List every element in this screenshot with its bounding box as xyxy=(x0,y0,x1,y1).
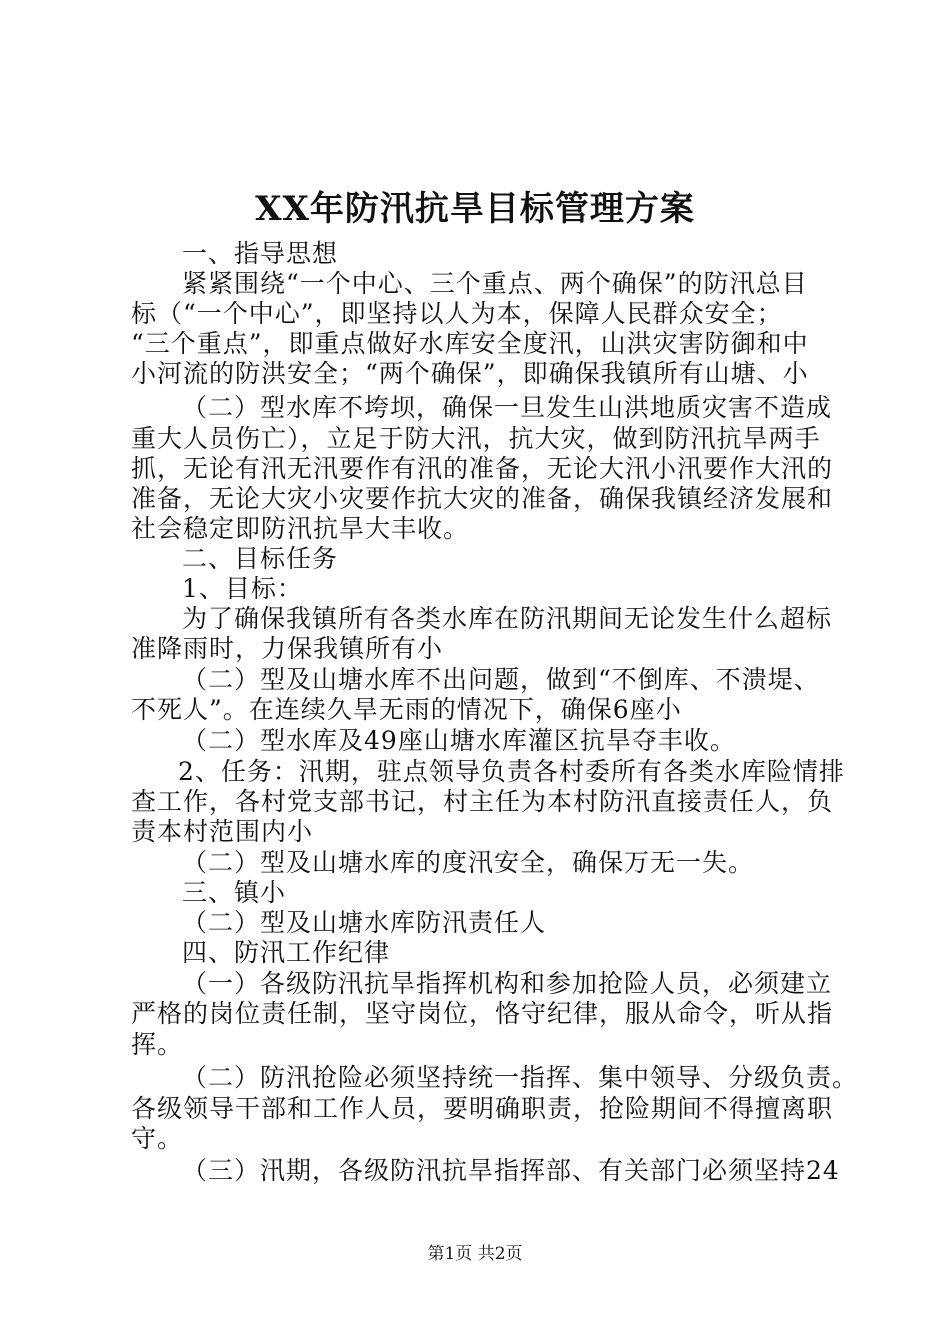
paragraph-line: 重大人员伤亡），立足于防大汛，抗大灾，做到防汛抗旱两手 xyxy=(131,424,821,453)
paragraph-line: 责本村范围内小 xyxy=(131,817,314,846)
paragraph-line: （二）型及山塘水库防汛责任人 xyxy=(182,908,547,937)
paragraph-line: 挥。 xyxy=(131,1030,184,1059)
paragraph-line: （二）防汛抢险必须坚持统一指挥、集中领导、分级负责。 xyxy=(182,1063,859,1092)
paragraph-line: 紧紧围绕“一个中心、三个重点、两个确保”的防汛总目 xyxy=(182,269,808,298)
paragraph-line: （二）型及山塘水库的度汛安全，确保万无一失。 xyxy=(182,848,755,877)
paragraph-line: 准降雨时，力保我镇所有小 xyxy=(131,634,444,663)
page-number-footer: 第1页 共2页 xyxy=(427,1244,523,1264)
section-heading-discipline: 四、防汛工作纪律 xyxy=(182,938,391,967)
paragraph-line: 严格的岗位责任制，坚守岗位，恪守纪律，服从命令，听从指 xyxy=(131,999,834,1028)
paragraph-line: 2、任务：汛期，驻点领导负责各村委所有各类水库险情排 xyxy=(178,757,845,786)
section-heading-guiding-ideology: 一、指导思想 xyxy=(182,239,339,268)
paragraph-line: 不死人”。在连续久旱无雨的情况下，确保6座小 xyxy=(131,695,682,724)
document-title: XX年防汛抗旱目标管理方案 xyxy=(255,189,695,229)
paragraph-line: 标（“一个中心”，即坚持以人为本，保障人民群众安全； xyxy=(131,299,783,328)
paragraph-line: “三个重点”，即重点做好水库安全度汛，山洪灾害防御和中 xyxy=(131,329,809,358)
section-heading-town: 三、镇小 xyxy=(182,878,287,907)
section-heading-goals-tasks: 二、目标任务 xyxy=(182,544,339,573)
paragraph-line: 社会稳定即防汛抗旱大丰收。 xyxy=(131,514,470,543)
paragraph-line: 查工作，各村党支部书记，村主任为本村防汛直接责任人，负 xyxy=(131,787,834,816)
subheading-goal: 1、目标： xyxy=(182,574,303,603)
paragraph-line: 守。 xyxy=(131,1124,184,1153)
paragraph-line: （二）型水库不垮坝，确保一旦发生山洪地质灾害不造成 xyxy=(182,393,833,422)
paragraph-line: 为了确保我镇所有各类水库在防汛期间无论发生什么超标 xyxy=(182,604,833,633)
paragraph-line: 抓，无论有汛无汛要作有汛的准备，无论大汛小汛要作大汛的 xyxy=(131,454,834,483)
paragraph-line: 小河流的防洪安全；“两个确保”，即确保我镇所有山塘、小 xyxy=(131,359,809,388)
paragraph-line: （三）汛期，各级防汛抗旱指挥部、有关部门必须坚持24 xyxy=(182,1156,840,1185)
paragraph-line: 各级领导干部和工作人员，要明确职责，抢险期间不得擅离职 xyxy=(131,1094,834,1123)
paragraph-line: （二）型水库及49座山塘水库灌区抗旱夺丰收。 xyxy=(182,726,736,755)
paragraph-line: （二）型及山塘水库不出问题，做到“不倒库、不溃堤、 xyxy=(182,665,820,694)
paragraph-line: 准备，无论大灾小灾要作抗大灾的准备，确保我镇经济发展和 xyxy=(131,484,834,513)
paragraph-line: （一）各级防汛抗旱指挥机构和参加抢险人员，必须建立 xyxy=(182,969,833,998)
